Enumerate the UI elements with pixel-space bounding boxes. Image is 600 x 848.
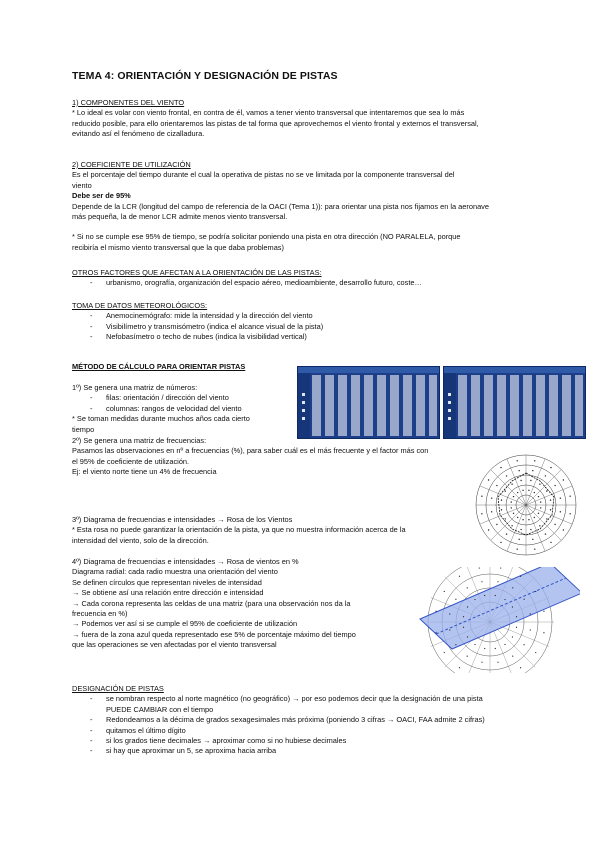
step-3 bbox=[72, 515, 406, 546]
frequency-matrix-image-1 bbox=[297, 366, 440, 439]
list-item-text: quitamos el último dígito bbox=[106, 725, 186, 735]
section-heading: OTROS FACTORES QUE AFECTAN A LA ORIENTACIÓN DE LAS PISTAS: bbox=[72, 268, 322, 277]
text-line: * Si no se cumple ese 95% de tiempo, se podría solicitar poniendo una pista en otra dirección (NO PARALELA, porque bbox=[72, 232, 461, 242]
text-line: Depende de la LCR (longitud del campo de referencia de la OACI (Tema 1)): para orientar una pista nos fijamos en la aeronave bbox=[72, 201, 489, 211]
section-designacion bbox=[72, 684, 486, 757]
wind-rose-image bbox=[474, 453, 578, 557]
list-item: - filas: orientación / dirección del viento bbox=[90, 393, 229, 403]
list-item: - columnas: rangos de velocidad del viento bbox=[90, 403, 242, 413]
section-heading: 2) COEFICIENTE DE UTILIZACIÓN bbox=[72, 160, 191, 169]
text-line: evitando así el fenómeno de cizalladura. bbox=[72, 129, 205, 139]
list-item: - Visibilímetro y transmisómetro (indica el alcance visual de la pista) bbox=[90, 321, 324, 331]
step-2 bbox=[72, 436, 428, 478]
text-line: 4º) Diagrama de frecuencias e intensidades → Rosa de vientos en % bbox=[72, 557, 299, 566]
step-1 bbox=[72, 383, 250, 435]
page-title: TEMA 4: ORIENTACIÓN Y DESIGNACIÓN DE PISTAS bbox=[72, 70, 338, 82]
text-line: → Podemos ver así si se cumple el 95% de coeficiente de utilización bbox=[72, 619, 298, 629]
list-item-text: filas: orientación / dirección del viento bbox=[106, 393, 229, 403]
list-item: - urbanismo, orografía, organización del espacio aéreo, medioambiente, desarrollo futuro, coste… bbox=[90, 278, 422, 288]
list-item: - Nefobasímetro o techo de nubes (indica la visibilidad vertical) bbox=[90, 332, 307, 342]
text-line: → Cada corona representa las celdas de una matriz (para una observación nos da la bbox=[72, 598, 351, 608]
text-line: intensidad del viento, solo de la dirección. bbox=[72, 535, 209, 545]
text-line: * Se toman medidas durante muchos años cada cierto bbox=[72, 414, 250, 424]
section-otros-factores bbox=[72, 268, 422, 289]
text-line: → Se obtiene así una relación entre dirección e intensidad bbox=[72, 588, 264, 598]
text-line: viento bbox=[72, 180, 92, 190]
list-item-text: columnas: rangos de velocidad del viento bbox=[106, 403, 242, 413]
frequency-matrix-image-2 bbox=[443, 366, 586, 439]
list-item: - se nombran respecto al norte magnético (no geográfico) → por eso podemos decir que la designación de una pista PUEDE CAMBIAR con el tiempo bbox=[90, 694, 483, 714]
text-line: el 95% de coeficiente de utilización. bbox=[72, 456, 190, 466]
list-item: - si los grados tiene decimales → aproximar como si no hubiese decimales bbox=[90, 736, 347, 746]
section-componentes bbox=[72, 98, 479, 140]
text-line: Diagrama radial: cada radio muestra una orientación del viento bbox=[72, 567, 278, 577]
text-line: Debe ser de 95% bbox=[72, 191, 131, 201]
text-line: Pasamos las observaciones en nº a frecuencias (%), para saber cuál es el más frecuente y el factor más con bbox=[72, 446, 429, 456]
text-line: Se definen círculos que representan niveles de intensidad bbox=[72, 577, 262, 587]
text-line: 2º) Se genera una matriz de frecuencias: bbox=[72, 436, 207, 445]
step-title: 1º) Se genera una matriz de números: bbox=[72, 383, 198, 392]
text-line: recibiría el mismo viento transversal que la que daba problemas) bbox=[72, 242, 284, 252]
text-line: * Lo ideal es volar con viento frontal, en contra de él, vamos a tener viento transversal que intentaremos que sea lo más bbox=[72, 108, 465, 118]
text-line: Ej: el viento norte tiene un 4% de frecuencia bbox=[72, 467, 217, 477]
list-item-text: Anemocinemógrafo: mide la intensidad y la dirección del viento bbox=[106, 311, 313, 321]
text-line: más pequeña, la de menor LCR admite menos viento transversal. bbox=[72, 212, 288, 222]
section-heading: MÉTODO DE CÁLCULO PARA ORIENTAR PISTAS bbox=[72, 362, 246, 371]
list-item-text: se nombran respecto al norte magnético (no geográfico) → por eso podemos decir que la designación de una pista PUEDE CAMBIAR con el tiempo bbox=[106, 694, 483, 714]
section-heading: TOMA DE DATOS METEOROLÓGICOS: bbox=[72, 301, 208, 310]
list-item: - si hay que aproximar un 5, se aproxima hacia arriba bbox=[90, 746, 277, 756]
list-item-text: si los grados tiene decimales → aproximar como si no hubiese decimales bbox=[106, 736, 347, 746]
text-line: frecuencia en %) bbox=[72, 609, 128, 619]
runway-wind-rose-image bbox=[410, 567, 580, 673]
section-heading: 1) COMPONENTES DEL VIENTO bbox=[72, 98, 185, 107]
list-item: - Anemocinemógrafo: mide la intensidad y la dirección del viento bbox=[90, 311, 313, 321]
list-item-text: si hay que aproximar un 5, se aproxima hacia arriba bbox=[106, 746, 277, 756]
section-coeficiente bbox=[72, 160, 489, 253]
list-item-text: Nefobasímetro o techo de nubes (indica la visibilidad vertical) bbox=[106, 332, 307, 342]
text-line: 3º) Diagrama de frecuencias e intensidades → Rosa de los Vientos bbox=[72, 515, 293, 524]
step-4 bbox=[72, 557, 356, 651]
text-line: tiempo bbox=[72, 424, 95, 434]
text-line: → fuera de la zona azul queda representado ese 5% de porcentaje máximo del tiempo bbox=[72, 629, 356, 639]
text-line: Es el porcentaje del tiempo durante el cual la operativa de pistas no se ve limitada por la componente transversal del bbox=[72, 170, 455, 180]
list-item: - Redondeamos a la décima de grados sexagesimales más próxima (poniendo 3 cifras → OACI, FAA admite 2 cifras) bbox=[90, 715, 485, 725]
list-item-text: Visibilímetro y transmisómetro (indica el alcance visual de la pista) bbox=[106, 321, 324, 331]
list-item-text: urbanismo, orografía, organización del espacio aéreo, medioambiente, desarrollo futuro, coste… bbox=[106, 278, 422, 288]
section-toma-datos bbox=[72, 301, 323, 343]
list-item: - quitamos el último dígito bbox=[90, 725, 186, 735]
text-line: que las operaciones se ven afectadas por el viento transversal bbox=[72, 640, 277, 650]
text-line: reducido posible, para ello orientaremos las pistas de tal forma que aprovechemos el viento frontal y externos el transversal, bbox=[72, 118, 479, 128]
text-line: * Esta rosa no puede garantizar la orientación de la pista, ya que no muestra información acerca de la bbox=[72, 525, 406, 535]
list-item-text: Redondeamos a la décima de grados sexagesimales más próxima (poniendo 3 cifras → OACI, FAA admite 2 cifras) bbox=[106, 715, 485, 725]
section-heading: DESIGNACIÓN DE PISTAS bbox=[72, 684, 164, 693]
